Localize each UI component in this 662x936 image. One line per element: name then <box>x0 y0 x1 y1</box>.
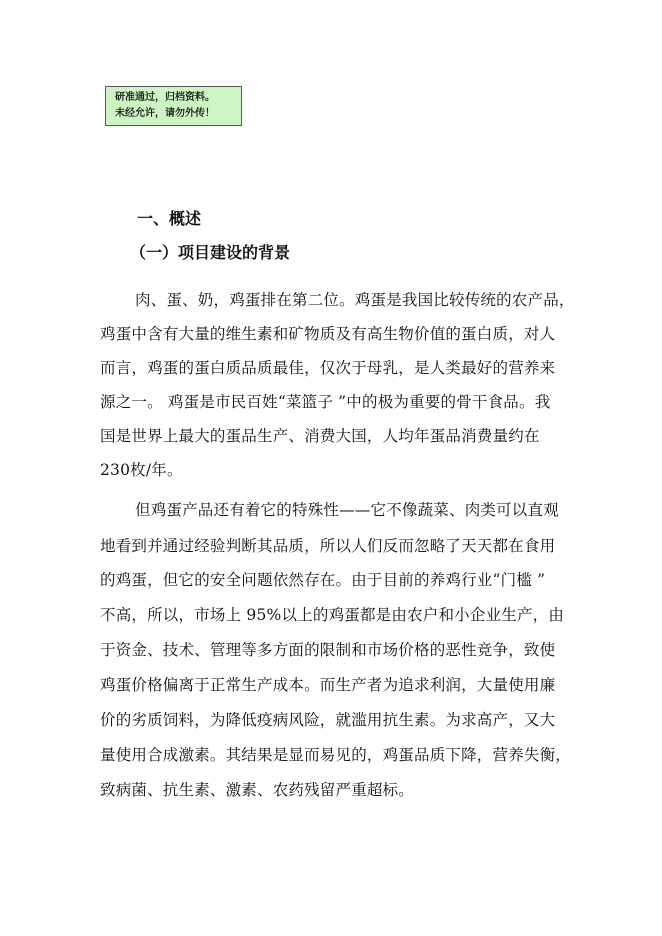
paragraph-1-line: 国是世界上最大的蛋品生产、消费大国，人均年蛋品消费量约在 <box>100 427 540 445</box>
subsection-heading: （一）项目建设的背景 <box>130 243 291 262</box>
paragraph-1-line: 鸡蛋中含有大量的维生素和矿物质及有高生物价值的蛋白质，对人 <box>100 325 556 343</box>
paragraph-2-line: 致病菌、抗生素、激素、农药残留严重超标。 <box>100 781 415 799</box>
paragraph-2-line: 但鸡蛋产品还有着它的特殊性——它不像蔬菜、肉类可以直观 <box>135 501 559 519</box>
paragraph-2-line: 量使用合成激素。其结果是显而易见的，鸡蛋品质下降，营养失衡， <box>100 746 572 764</box>
paragraph-1-line: 肉、蛋、奶，鸡蛋排在第二位。鸡蛋是我国比较传统的农产品， <box>135 291 575 309</box>
paragraph-2-line: 不高，所以，市场上 95%以上的鸡蛋都是由农户和小企业生产，由 <box>100 606 565 624</box>
paragraph-2-line: 鸡蛋价格偏离于正常生产成本。而生产者为追求利润，大量使用廉 <box>100 676 556 694</box>
stamp-line-2: 未经允许，请勿外传！ <box>115 108 215 119</box>
section-heading: 一、概述 <box>137 209 202 228</box>
paragraph-2-line: 于资金、技术、管理等多方面的限制和市场价格的恶性竞争，致使 <box>100 641 556 659</box>
paragraph-2-line: 价的劣质饲料，为降低疫病风险，就滥用抗生素。为求高产，又大 <box>100 711 556 729</box>
stamp-line-1: 研准通过，归档资料。 <box>115 92 215 103</box>
paragraph-1-line: 230枚/年。 <box>100 461 183 479</box>
approval-stamp <box>105 86 242 126</box>
paragraph-1-line: 源之一。 鸡蛋是市民百姓“菜篮子 ”中的极为重要的骨干食品。我 <box>100 393 551 411</box>
paragraph-2-line: 地看到并通过经验判断其品质，所以人们反而忽略了天天都在食用 <box>100 537 556 555</box>
paragraph-2-line: 的鸡蛋，但它的安全问题依然存在。由于目前的养鸡行业“门槛 ” <box>100 571 546 589</box>
paragraph-1-line: 而言，鸡蛋的蛋白质品质最佳，仅次于母乳，是人类最好的营养来 <box>100 359 556 377</box>
